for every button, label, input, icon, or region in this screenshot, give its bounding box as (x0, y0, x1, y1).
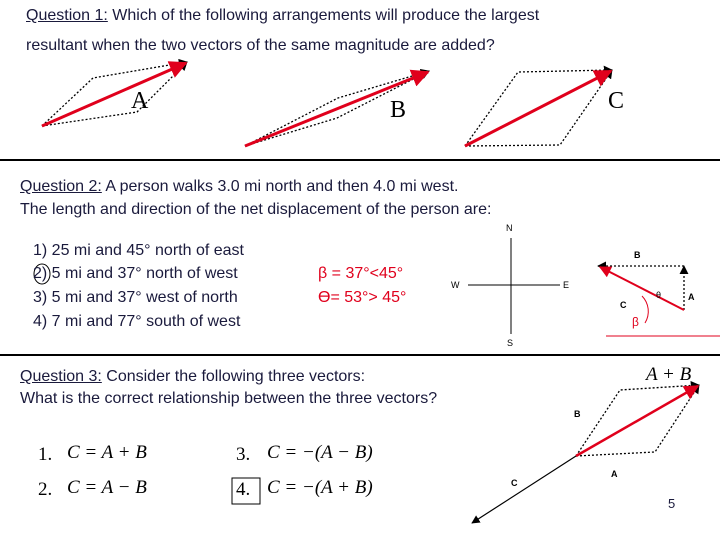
option-b-label: B (390, 97, 407, 123)
answer-2: 2) 5 mi and 37° north of west (33, 265, 238, 282)
q3-label-c: C (511, 478, 518, 488)
question2-line1 (20, 176, 458, 198)
question3-text: Consider the following three vectors: (101, 368, 366, 385)
question3-title: Question 3: (20, 368, 102, 385)
question2-text: A person walks 3.0 mi north and then 4.0 mi west. (101, 178, 459, 195)
vector-diagram-a (42, 62, 187, 126)
note-beta: β = 37°<45° (318, 265, 404, 282)
displacement-triangle (598, 266, 720, 336)
triangle-label-theta: θ (656, 290, 662, 300)
triangle-label-b: B (634, 250, 641, 260)
option-c-label: C (608, 88, 625, 114)
compass-axes (468, 238, 560, 334)
q3-label-a: A (611, 469, 618, 479)
choice-1-number: 1. (38, 444, 53, 465)
choice-4-number: 4. (236, 479, 251, 500)
answer-3: 3) 5 mi and 37° west of north (33, 289, 238, 306)
page-number: 5 (668, 496, 676, 511)
question3-line2: What is the correct relationship between the three vectors? (20, 390, 438, 407)
question2-title: Question 2: (20, 178, 102, 195)
compass-east: E (563, 280, 570, 290)
triangle-label-beta: β (632, 315, 639, 329)
compass-west: W (451, 280, 460, 290)
answer-1: 1) 25 mi and 45° north of east (33, 242, 244, 259)
q3-label-b: B (574, 409, 581, 419)
question1-text: Which of the following arrangements will produce the largest (107, 7, 540, 24)
choice-2-number: 2. (38, 479, 53, 500)
vector-diagram-c (465, 70, 612, 146)
question2-line2: The length and direction of the net displacement of the person are: (20, 201, 492, 218)
choice-2-equation: C = A − B (67, 477, 147, 498)
choice-1-equation: C = A + B (67, 442, 147, 463)
choice-3-number: 3. (236, 444, 251, 465)
question1-title: Question 1: (26, 7, 108, 24)
q3-sum-label: A + B (646, 364, 692, 385)
vector-diagram-q3 (472, 385, 699, 523)
choice-4-equation: C = −(A + B) (267, 477, 373, 498)
triangle-label-a: A (688, 292, 695, 302)
choice-3-equation: C = −(A − B) (267, 442, 373, 463)
triangle-label-c: C (620, 300, 627, 310)
note-theta: Ɵ= 53°> 45° (318, 289, 407, 306)
question1-line1 (26, 5, 539, 27)
compass-north: N (506, 223, 513, 233)
answer-4: 4) 7 mi and 77° south of west (33, 313, 241, 330)
compass-south: S (507, 338, 514, 348)
option-a-label: A (131, 88, 149, 114)
question1-line2: resultant when the two vectors of the same magnitude are added? (26, 37, 495, 54)
question3-line1 (20, 366, 365, 388)
